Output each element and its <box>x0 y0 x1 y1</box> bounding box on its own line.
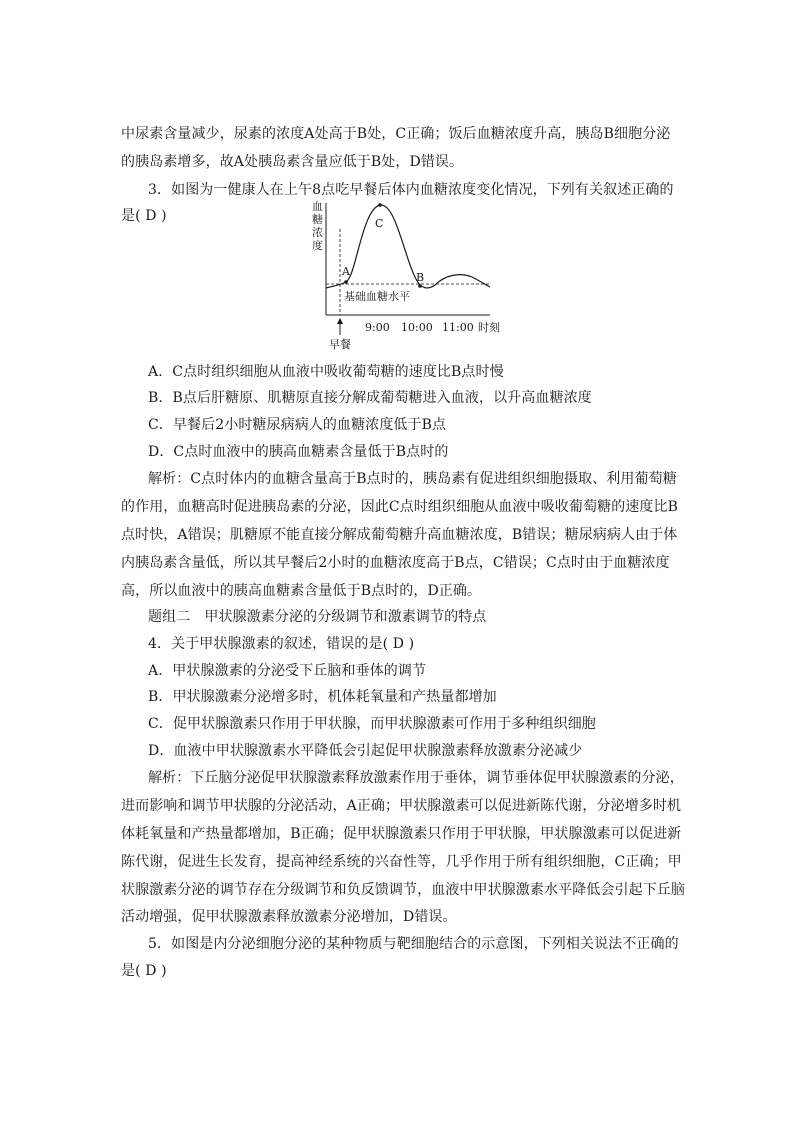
point-a-marker <box>344 280 348 284</box>
text-line: 的胰岛素增多，故A处胰岛素含量应低于B处，D错误。 <box>121 154 464 170</box>
glucose-curve <box>326 205 490 288</box>
analysis-line: 解析：下丘脑分泌促甲状腺激素释放激素作用于垂体，调节垂体促甲状腺激素的分泌， <box>148 770 684 786</box>
breakfast-label: 早餐 <box>329 338 351 351</box>
analysis-line: 解析：C点时体内的血糖含量高于B点时的，胰岛素有促进组织细胞摄取、利用葡萄糖 <box>148 471 677 487</box>
y-axis-label-char: 糖 <box>312 213 323 226</box>
option-b: B．B点后肝糖原、肌糖原直接分解成葡萄糖进入血液，以升高血糖浓度 <box>148 390 592 406</box>
question-3-answer: 是( D ) <box>121 208 167 224</box>
option-a: A．C点时组织细胞从血液中吸收葡萄糖的速度比B点时慢 <box>148 364 504 380</box>
analysis-line: 点时快，A错误；肌糖原不能直接分解成葡萄糖升高血糖浓度，B错误；糖尿病病人由于体 <box>121 527 678 543</box>
option-c: C．促甲状腺激素只作用于甲状腺，而甲状腺激素可作用于多种组织细胞 <box>148 716 596 732</box>
point-b-marker <box>418 284 422 288</box>
question-5-answer: 是( D ) <box>121 963 167 979</box>
analysis-line: 体耗氧量和产热量都增加，B正确；促甲状腺激素只作用于甲状腺，甲状腺激素可以促进新 <box>121 826 682 842</box>
analysis-line: 状腺激素分泌的调节存在分级调节和负反馈调节，血液中甲状腺激素水平降低会引起下丘脑 <box>121 882 685 898</box>
point-c-marker <box>378 203 382 207</box>
option-c: C．早餐后2小时糖尿病病人的血糖浓度低于B点 <box>148 417 447 433</box>
question-4-stem: 4．关于甲状腺激素的叙述，错误的是( D ) <box>148 636 415 652</box>
analysis-line: 活动增强，促甲状腺激素释放激素分泌增加，D错误。 <box>121 909 457 925</box>
analysis-line: 进而影响和调节甲状腺的分泌活动，A正确；甲状腺激素可以促进新陈代谢，分泌增多时机 <box>121 798 682 814</box>
y-axis-label-char: 血 <box>312 200 323 213</box>
analysis-line: 高，所以血液中的胰高血糖素含量低于B点时的，D正确。 <box>121 583 482 599</box>
tick-label: 9:00 <box>365 321 390 334</box>
point-a-label: A <box>342 265 350 278</box>
option-b: B．甲状腺激素分泌增多时，机体耗氧量和产热量都增加 <box>148 689 497 705</box>
question-5-stem: 5．如图是内分泌细胞分泌的某种物质与靶细胞结合的示意图，下列相关说法不正确的 <box>148 936 679 952</box>
breakfast-arrow-head <box>337 318 343 324</box>
analysis-line: 内胰岛素含量低，所以其早餐后2小时的血糖浓度高于B点，C错误；C点时由于血糖浓度 <box>121 555 670 571</box>
y-axis-label-char: 度 <box>312 239 323 252</box>
tick-label: 11:00 <box>442 321 474 334</box>
option-d: D．血液中甲状腺激素水平降低会引起促甲状腺激素释放激素分泌减少 <box>148 743 583 759</box>
analysis-line: 的作用，血糖高时促进胰岛素的分泌，因此C点时组织细胞从血液中吸收葡萄糖的速度比B <box>121 499 678 515</box>
tick-label: 10:00 <box>401 321 433 334</box>
x-axis-label: 时刻 <box>478 321 500 334</box>
option-d: D．C点时血液中的胰高血糖素含量低于B点时的 <box>148 444 449 460</box>
point-b-label: B <box>416 271 425 284</box>
y-axis-label-char: 浓 <box>312 226 323 239</box>
baseline-label: 基础血糖水平 <box>344 290 410 303</box>
question-3-stem: 3．如图为一健康人在上午8点吃早餐后体内血糖浓度变化情况，下列有关叙述正确的 <box>148 182 674 198</box>
option-a: A．甲状腺激素的分泌受下丘脑和垂体的调节 <box>148 663 427 679</box>
analysis-line: 陈代谢，促进生长发育，提高神经系统的兴奋性等，几乎作用于所有组织细胞，C正确；甲 <box>121 854 682 870</box>
section-heading: 题组二 甲状腺激素分泌的分级调节和激素调节的特点 <box>148 609 487 625</box>
point-c-label: C <box>375 217 384 230</box>
blood-glucose-figure <box>300 197 500 357</box>
text-line: 中尿素含量减少，尿素的浓度A处高于B处，C正确；饭后血糖浓度升高，胰岛B细胞分泌 <box>121 126 671 142</box>
